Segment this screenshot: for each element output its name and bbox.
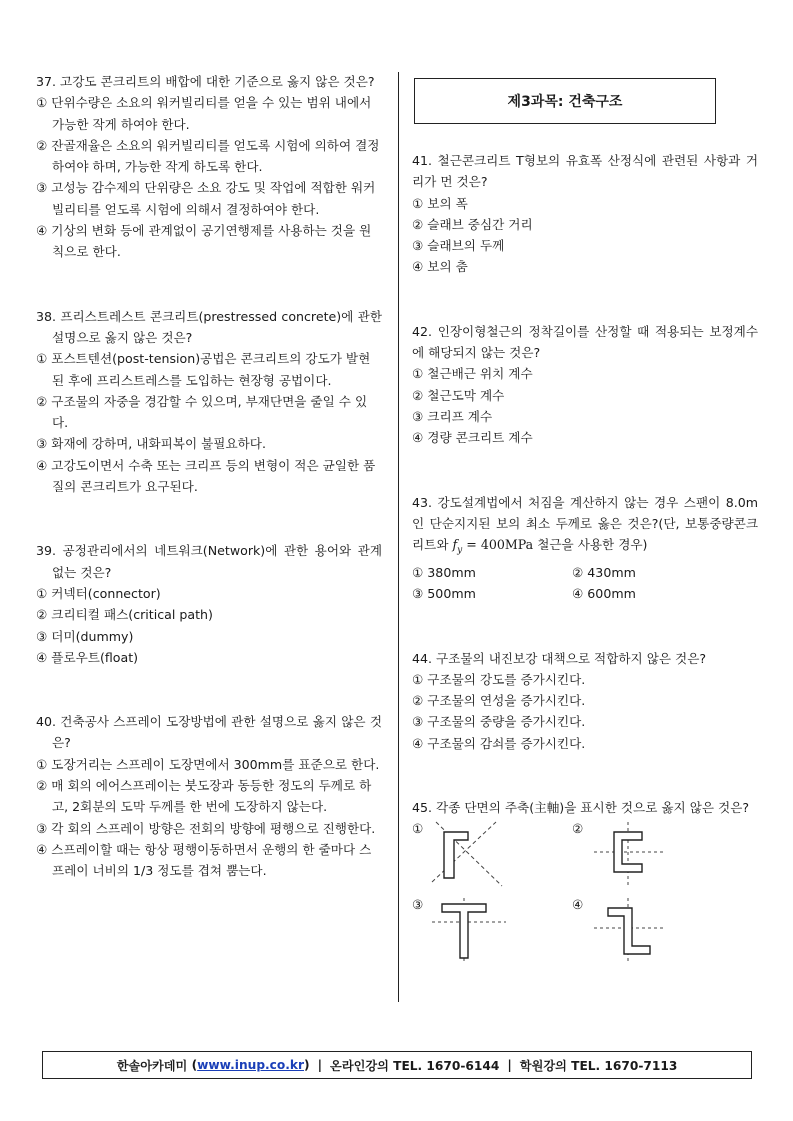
footer-paren-close: ): [304, 1058, 310, 1072]
question-stem-text: 43. 강도설계법에서 처짐을 계산하지 않는 경우 스팬이 8.0m인 단순지지된 보의 최소 두께로 옳은 것은?(단, 보통중량콘크리트와: [412, 494, 758, 553]
angle-section-diagonal-axes-icon: [430, 820, 510, 890]
option-grid: [412, 562, 758, 605]
option-4: ④ 구조물의 감쇠를 증가시킨다.: [412, 735, 586, 751]
option-1: ① 도장거리는 스프레이 도장면에서 300mm를 표준으로 한다.: [36, 756, 380, 772]
option-3: ③ 크리프 계수: [412, 408, 493, 424]
option-3: ③ 각 회의 스프레이 방향은 전회의 방향에 평행으로 진행한다.: [36, 820, 376, 836]
question-stem: [412, 492, 758, 562]
question-stem: 44. 구조물의 내진보강 대책으로 적합하지 않은 것은?: [412, 650, 707, 666]
figure-label: ③: [412, 897, 424, 913]
question-stem: 37. 고강도 콘크리트의 배합에 대한 기준으로 옳지 않은 것은?: [36, 74, 375, 89]
footer-divider: |: [507, 1058, 512, 1072]
figure-label: ①: [412, 821, 424, 837]
option-1: ① 단위수량은 소요의 워커빌리티를 얻을 수 있는 범위 내에서 가능한 작게 하여야 한다.: [36, 95, 376, 132]
question-43: [412, 492, 758, 605]
option-3: ③ 화재에 강하며, 내화피복이 불필요하다.: [36, 436, 266, 452]
figure-label: ④: [572, 897, 584, 913]
footer-website-link[interactable]: www.inup.co.kr: [197, 1058, 305, 1072]
question-42: [412, 321, 758, 449]
option-3: ③ 슬래브의 두께: [412, 238, 505, 254]
footer-offline-phone: 학원강의 TEL. 1670-7113: [519, 1058, 678, 1073]
channel-section-axes-icon: [590, 820, 670, 890]
question-41: [412, 150, 758, 278]
question-stem: 38. 프리스트레스트 콘크리트(prestressed concrete)에 관한 설명으로 옳지 않은 것은?: [36, 308, 387, 345]
option-1: ① 380mm: [412, 564, 476, 580]
option-1: ① 구조물의 강도를 증가시킨다.: [412, 671, 586, 687]
option-2: ② 매 회의 에어스프레이는 붓도장과 동등한 정도의 두께로 하고, 2회분의 도막 두께를 한 번에 도장하지 않는다.: [36, 778, 372, 815]
option-3: ③ 고성능 감수제의 단위량은 소요 강도 및 작업에 적합한 워커빌리티를 얻도록 시험에 의해서 결정하여야 한다.: [36, 180, 376, 217]
question-stem: 41. 철근콘크리트 T형보의 유효폭 산정식에 관련된 사항과 거리가 먼 것은?: [412, 153, 758, 190]
section-title: 제3과목: 건축구조: [507, 94, 623, 110]
figure-row: [412, 820, 758, 892]
question-40: [36, 711, 382, 881]
option-2: ② 슬래브 중심간 거리: [412, 216, 533, 232]
option-3: ③ 구조물의 중량을 증가시킨다.: [412, 714, 586, 730]
option-2: ② 구조물의 자중을 경감할 수 있으며, 부재단면을 줄일 수 있다.: [36, 393, 368, 431]
footer-paren-open: (: [191, 1058, 198, 1072]
column-divider: [398, 72, 399, 1002]
left-column: [36, 71, 387, 882]
option-3: ③ 더미(dummy): [36, 628, 134, 644]
math-value: = 400MPa: [462, 537, 534, 553]
question-37: [36, 71, 382, 263]
figure-label: ②: [572, 821, 584, 837]
question-stem: 40. 건축공사 스프레이 도장방법에 관한 설명으로 옳지 않은 것은?: [36, 714, 382, 751]
option-4: ④ 스프레이할 때는 항상 평행이동하면서 운행의 한 줄마다 스프레이 너비의 1/3 정도를 겹쳐 뿜는다.: [36, 841, 372, 879]
option-1: ① 보의 폭: [412, 195, 468, 211]
option-4: ④ 기상의 변화 등에 관계없이 공기연행제를 사용하는 것을 원칙으로 한다.: [36, 223, 372, 260]
option-1: ① 커넥터(connector): [36, 585, 161, 601]
zee-section-axes-icon: [590, 896, 670, 966]
math-variable: f: [452, 537, 458, 553]
question-stem: 39. 공정관리에서의 네트워크(Network)에 관한 용어와 관계 없는 것은?: [36, 543, 387, 580]
right-column: [412, 150, 758, 968]
option-2: ② 철근도막 계수: [412, 387, 505, 403]
option-2: ② 구조물의 연성을 증가시킨다.: [412, 693, 586, 709]
question-44: [412, 648, 758, 754]
option-4: ④ 고강도이면서 수축 또는 크리프 등의 변형이 적은 균일한 품질의 콘크리트가 요구된다.: [36, 457, 376, 495]
figure-option-3: [412, 896, 572, 968]
option-4: ④ 보의 춤: [412, 259, 468, 275]
question-39: [36, 540, 387, 668]
footer-online-phone: 온라인강의 TEL. 1670-6144: [330, 1058, 500, 1073]
figure-option-4: [572, 896, 732, 968]
math-subscript: y: [457, 545, 463, 556]
tee-section-axes-icon: [430, 896, 510, 966]
option-3: ③ 500mm: [412, 586, 476, 602]
option-2: ② 크리티컬 패스(critical path): [36, 607, 213, 623]
option-1: ① 포스트텐션(post-tension)공법은 콘크리트의 강도가 발현된 후에 프리스트레스를 도입하는 현장형 공법이다.: [36, 351, 371, 388]
option-4: ④ 600mm: [572, 586, 636, 602]
footer-bar: [42, 1051, 752, 1079]
footer-org: 한솔아카데미: [116, 1058, 188, 1073]
figure-option-2: [572, 820, 732, 892]
question-stem: 45. 각종 단면의 주축(主軸)을 표시한 것으로 옳지 않은 것은?: [412, 800, 750, 816]
question-stem: 42. 인장이형철근의 정착길이를 산정할 때 적용되는 보정계수에 해당되지 않는 것은?: [412, 323, 758, 361]
option-4: ④ 플로우트(float): [36, 649, 139, 665]
question-38: [36, 306, 387, 498]
section-title-box: [414, 78, 716, 124]
option-4: ④ 경량 콘크리트 계수: [412, 430, 533, 446]
footer-divider: |: [317, 1058, 323, 1072]
question-45: [412, 797, 758, 968]
figure-row: [412, 896, 758, 968]
question-stem-tail: 철근을 사용한 경우): [533, 537, 648, 553]
option-2: ② 430mm: [572, 564, 636, 580]
option-1: ① 철근배근 위치 계수: [412, 366, 533, 382]
option-2: ② 잔골재율은 소요의 워커빌리티를 얻도록 시험에 의하여 결정하여야 하며, 가능한 작게 하도록 한다.: [36, 137, 380, 175]
figure-option-1: [412, 820, 572, 892]
